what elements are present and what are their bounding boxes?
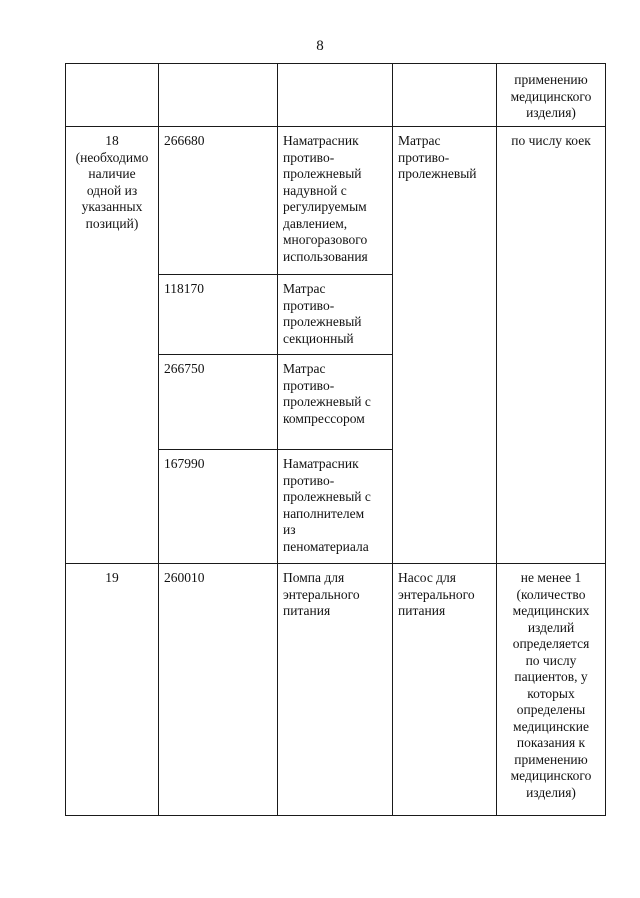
quantity-cell: [497, 564, 606, 816]
device-type: Матрас противо- пролежневый: [398, 133, 477, 181]
code-cell: [159, 355, 278, 450]
item-code: 266680: [164, 133, 205, 148]
table-row: [66, 64, 606, 127]
quantity-text: по числу коек: [511, 133, 591, 148]
item-name: Помпа для энтерального питания: [283, 570, 360, 618]
table-cell-empty: [393, 64, 497, 127]
equipment-table: [65, 63, 606, 816]
item-name-cell: [278, 564, 393, 816]
table-cell-empty: [66, 64, 159, 127]
quantity-cell: [497, 127, 606, 564]
item-code: 266750: [164, 361, 205, 376]
device-type: Насос для энтерального питания: [398, 570, 475, 618]
table-row: [66, 127, 606, 275]
item-name: Матрас противо- пролежневый секционный: [283, 281, 362, 346]
device-type-cell: [393, 564, 497, 816]
position-number-cell: [66, 127, 159, 564]
item-name-cell: [278, 275, 393, 355]
item-code: 118170: [164, 281, 204, 296]
quantity-text: применению медицинского изделия): [510, 72, 592, 120]
item-name: Матрас противо- пролежневый с компрессором: [283, 361, 371, 426]
quantity-text: не менее 1 (количество медицинских изделий определяется по числу пациентов, у которых определены медицинские показания к применению медицинского изделия): [510, 570, 592, 800]
device-type-cell: [393, 127, 497, 564]
item-name: Наматрасник противо- пролежневый с наполнителем из пеноматериала: [283, 456, 371, 554]
page-number: 8: [316, 38, 324, 54]
code-cell: [159, 564, 278, 816]
item-code: 260010: [164, 570, 205, 585]
table-row: [66, 564, 606, 816]
quantity-cell: [497, 64, 606, 127]
table-cell-empty: [159, 64, 278, 127]
item-code: 167990: [164, 456, 205, 471]
item-name-cell: [278, 127, 393, 275]
table-cell-empty: [278, 64, 393, 127]
item-name: Наматрасник противо- пролежневый надувной с регулируемым давлением, многоразового использования: [283, 133, 368, 264]
code-cell: [159, 275, 278, 355]
position-number-cell: [66, 564, 159, 816]
position-number: 18 (необходимо наличие одной из указанных позиций): [75, 133, 149, 231]
item-name-cell: [278, 450, 393, 564]
position-number: 19: [105, 570, 119, 585]
item-name-cell: [278, 355, 393, 450]
code-cell: [159, 127, 278, 275]
code-cell: [159, 450, 278, 564]
